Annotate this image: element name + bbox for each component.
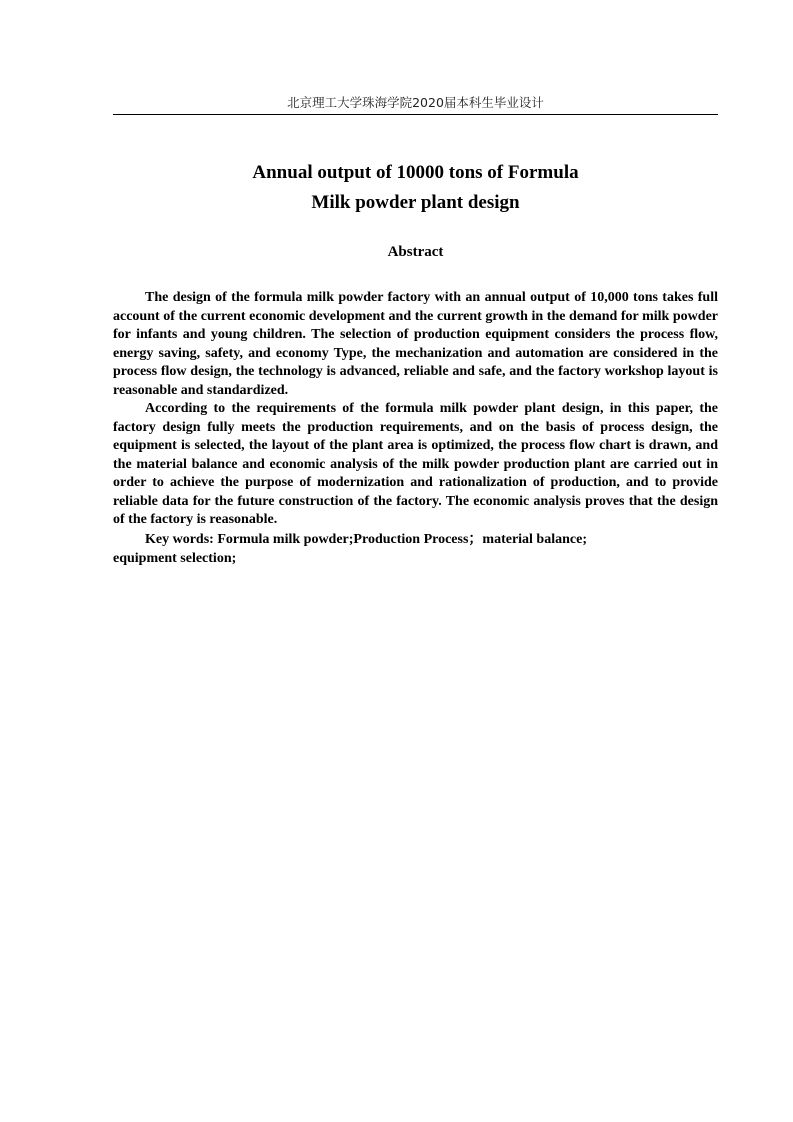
keywords-line-2: equipment selection; bbox=[113, 551, 237, 566]
abstract-paragraph-1: The design of the formula milk powder factory with an annual output of 10,000 tons takes full account of the current economic development and the current growth in the demand for milk powder for infants and young children. The selection of production equipment considers the process flow, energy saving, safety, and economy Type, the mechanization and automation are considered in the process flow design, the technology is advanced, reliable and safe, and the factory workshop layout is reasonable and standardized. bbox=[113, 290, 718, 398]
title-line-2: Milk powder plant design bbox=[311, 192, 520, 213]
abstract-paragraph-2: According to the requirements of the formula milk powder plant design, in this paper, the factory design fully meets the production requirements, and on the basis of process design, the equipment is selected, the layout of the plant area is optimized, the process flow chart is drawn, and the material balance and economic analysis of the milk powder production plant are carried out in order to achieve the purpose of modernization and rationalization of production, and to provide reliable data for the future construction of the factory. The economic analysis proves that the design of the factory is reasonable. bbox=[113, 401, 718, 527]
abstract-body bbox=[113, 289, 718, 569]
document-title bbox=[113, 158, 718, 218]
title-line-1: Annual output of 10000 tons of Formula bbox=[252, 162, 579, 183]
page-header: 北京理工大学珠海学院2020届本科生毕业设计 bbox=[113, 94, 718, 115]
keywords-line-1: Key words: Formula milk powder;Production Process；material balance; bbox=[145, 531, 587, 547]
abstract-heading: Abstract bbox=[387, 244, 444, 260]
keywords bbox=[113, 530, 718, 569]
